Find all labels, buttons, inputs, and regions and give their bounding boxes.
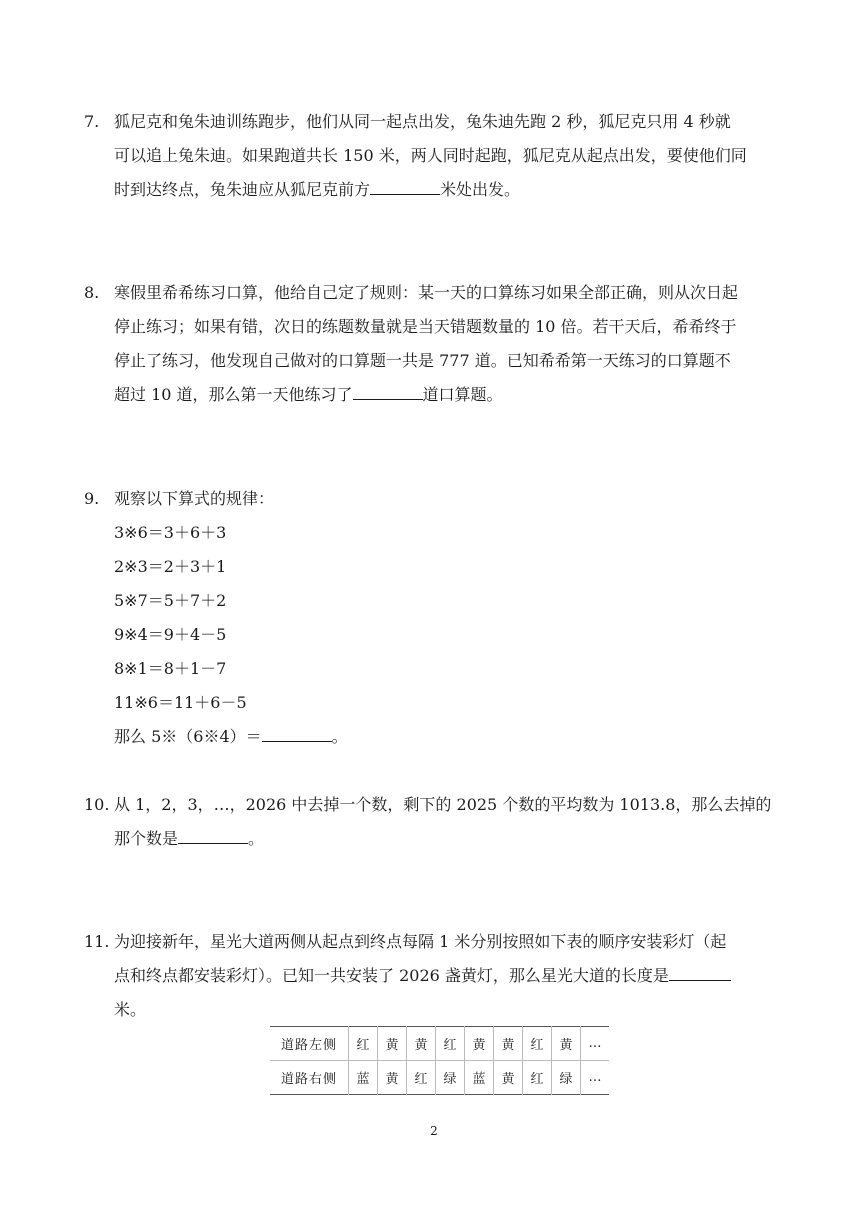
table-cell: 黄 — [494, 1061, 523, 1095]
question-10 — [84, 788, 786, 856]
table-cell: 黄 — [407, 1027, 436, 1061]
table-cell: 红 — [523, 1061, 552, 1095]
page-number: 2 — [430, 1124, 438, 1138]
question-line: 停止了练习，他发现自己做对的口算题一共是 777 道。已知希希第一天练习的口算题不 — [114, 351, 731, 370]
table-cell: … — [581, 1027, 610, 1061]
question-text: 米处出发。 — [440, 180, 521, 199]
question-line: 停止练习；如果有错，次日的练题数量就是当天错题数量的 10 倍。若干天后，希希终于 — [114, 317, 737, 336]
question-text: 。 — [248, 829, 265, 848]
formula-line: 9※4＝9＋4－5 — [114, 625, 227, 644]
table-cell: 黄 — [494, 1027, 523, 1061]
question-text: 那么 5※（6※4）＝ — [114, 727, 262, 746]
question-11 — [84, 925, 786, 1027]
question-number: 10. — [84, 795, 110, 814]
answer-blank[interactable] — [178, 823, 248, 844]
question-intro: 观察以下算式的规律： — [114, 489, 275, 508]
question-number: 7. — [84, 112, 100, 131]
table-cell: 黄 — [378, 1027, 407, 1061]
question-text: 时到达终点，兔朱迪应从狐尼克前方 — [114, 180, 371, 199]
question-line: 点和终点都安装彩灯）。已知一共安装了 2026 盏黄灯，那么星光大道的长度是 — [114, 966, 669, 985]
question-text: 那个数是 — [114, 829, 179, 848]
answer-blank[interactable] — [353, 379, 423, 400]
question-line: 为迎接新年，星光大道两侧从起点到终点每隔 1 米分别按照如下表的顺序安装彩灯（起 — [114, 932, 727, 951]
formula-line: 11※6＝11＋6－5 — [114, 693, 247, 712]
question-number: 8. — [84, 283, 100, 302]
table-row — [270, 1061, 609, 1095]
question-line: 狐尼克和兔朱迪训练跑步，他们从同一起点出发，兔朱迪先跑 2 秒，狐尼克只用 4 秒就 — [114, 112, 731, 131]
question-text: 米。 — [114, 1000, 147, 1019]
question-text: 。 — [331, 727, 348, 746]
table-cell: 黄 — [378, 1061, 407, 1095]
question-text: 道口算题。 — [422, 385, 503, 404]
table-cell: 绿 — [436, 1061, 465, 1095]
answer-blank[interactable] — [669, 960, 731, 981]
question-number: 9. — [84, 489, 100, 508]
question-line: 寒假里希希练习口算，他给自己定了规则：某一天的口算练习如果全部正确，则从次日起 — [114, 283, 739, 302]
question-7 — [84, 105, 786, 207]
table-cell: 蓝 — [465, 1061, 494, 1095]
table-cell: 黄 — [465, 1027, 494, 1061]
table-cell: 红 — [407, 1061, 436, 1095]
formula-line: 2※3＝2＋3＋1 — [114, 557, 227, 576]
question-9 — [84, 482, 786, 754]
light-sequence-table — [270, 1026, 609, 1095]
table-cell: 蓝 — [349, 1061, 378, 1095]
question-line: 从 1，2，3，…，2026 中去掉一个数，剩下的 2025 个数的平均数为 1013.8，那么去掉的 — [114, 795, 772, 814]
table-cell: 红 — [436, 1027, 465, 1061]
formula-line: 5※7＝5＋7＋2 — [114, 591, 227, 610]
table-cell: 红 — [349, 1027, 378, 1061]
answer-blank[interactable] — [262, 721, 332, 742]
answer-blank[interactable] — [370, 174, 440, 195]
table-cell: 绿 — [552, 1061, 581, 1095]
table-row — [270, 1027, 609, 1061]
row-header: 道路左侧 — [270, 1027, 349, 1061]
table-cell: 红 — [523, 1027, 552, 1061]
question-text: 超过 10 道，那么第一天他练习了 — [114, 385, 353, 404]
question-number: 11. — [84, 932, 110, 951]
table-cell: … — [588, 1070, 602, 1085]
question-line: 可以追上兔朱迪。如果跑道共长 150 米，两人同时起跑，狐尼克从起点出发，要使他们同 — [114, 146, 747, 165]
question-8 — [84, 276, 786, 412]
table-cell: 黄 — [552, 1027, 581, 1061]
row-header: 道路右侧 — [270, 1061, 349, 1095]
formula-line: 3※6＝3＋6＋3 — [114, 523, 227, 542]
formula-line: 8※1＝8＋1－7 — [114, 659, 227, 678]
